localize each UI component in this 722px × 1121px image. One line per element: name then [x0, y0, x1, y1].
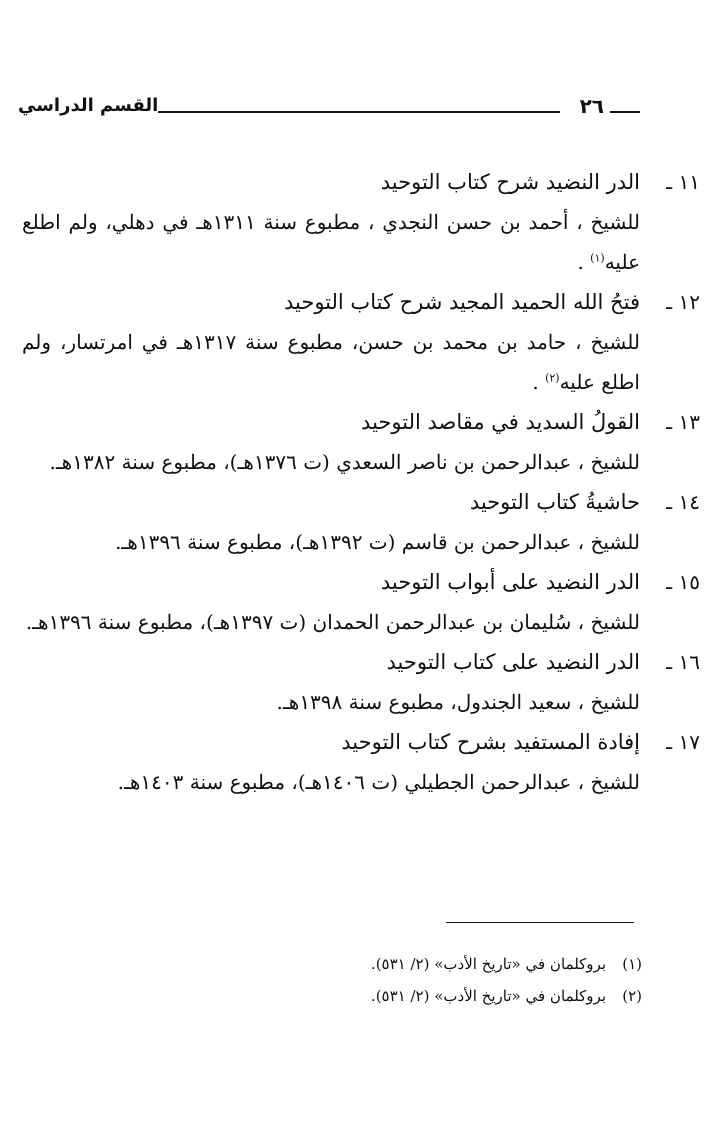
- entry-17: [22, 722, 700, 802]
- entry-number: ١١ ـ: [666, 170, 700, 194]
- entry-title: القولُ السديد في مقاصد التوحيد: [361, 410, 640, 434]
- footnote-marker: (٢): [622, 987, 642, 1005]
- footnote-2: [22, 980, 640, 1012]
- entry-title: إفادة المستفيد بشرح كتاب التوحيد: [341, 730, 640, 754]
- entry-body: للشيخ ، عبدالرحمن بن ناصر السعدي (ت ١٣٧٦هـ)، مطبوع سنة ١٣٨٢هـ.: [49, 450, 640, 474]
- footnote-marker: (١): [622, 955, 642, 973]
- entry-number: ١٤ ـ: [666, 490, 700, 514]
- footnote-separator: [446, 922, 634, 923]
- entry-16: [22, 642, 700, 722]
- entry-body: للشيخ ، سعيد الجندول، مطبوع سنة ١٣٩٨هـ.: [276, 690, 640, 714]
- entry-14: [22, 482, 700, 562]
- entry-number: ١٢ ـ: [666, 290, 700, 314]
- page-number: ٢٦: [579, 94, 604, 118]
- footnote-1: [22, 948, 640, 980]
- entry-number: ١٥ ـ: [666, 570, 700, 594]
- entry-title: الدر النضيد شرح كتاب التوحيد: [380, 170, 640, 194]
- entry-title: فتحُ الله الحميد المجيد شرح كتاب التوحيد: [283, 290, 640, 314]
- entry-number: ١٧ ـ: [666, 730, 700, 754]
- entry-number: ١٣ ـ: [666, 410, 700, 434]
- entry-15: [22, 562, 700, 642]
- entry-body: للشيخ ، عبدالرحمن الجطيلي (ت ١٤٠٦هـ)، مطبوع سنة ١٤٠٣هـ.: [117, 770, 640, 794]
- header-rule: [158, 111, 560, 113]
- header-dash: [610, 111, 640, 113]
- entry-number: ١٦ ـ: [666, 650, 700, 674]
- entry-title: الدر النضيد على كتاب التوحيد: [386, 650, 640, 674]
- footnote-ref-2[interactable]: (٢): [545, 371, 560, 385]
- entry-11: [22, 162, 700, 282]
- entry-body: للشيخ ، أحمد بن حسن النجدي ، مطبوع سنة ١٣١١هـ في دهلي، ولم اطلع عليه$^{(١)}$ .: [22, 210, 640, 274]
- footnotes: [22, 948, 640, 1012]
- footnote-text: بروكلمان في «تاريخ الأدب» (٢/ ٥٣١).: [370, 955, 606, 973]
- entry-body: للشيخ ، حامد بن محمد بن حسن، مطبوع سنة ١٣١٧هـ في امرتسار، ولم اطلع عليه$^{(٢)}$ .: [22, 330, 640, 394]
- section-title: القسم الدراسي: [18, 95, 159, 116]
- entry-body: للشيخ ، سُليمان بن عبدالرحمن الحمدان (ت ١٣٩٧هـ)، مطبوع سنة ١٣٩٦هـ.: [25, 610, 640, 634]
- entry-12: [22, 282, 700, 402]
- entry-title: الدر النضيد على أبواب التوحيد: [380, 570, 640, 594]
- entry-13: [22, 402, 700, 482]
- entry-title: حاشيةُ كتاب التوحيد: [469, 490, 640, 514]
- running-header: [18, 92, 640, 126]
- footnote-text: بروكلمان في «تاريخ الأدب» (٢/ ٥٣١).: [370, 987, 606, 1005]
- footnote-ref-1[interactable]: (١): [590, 251, 605, 265]
- entry-body: للشيخ ، عبدالرحمن بن قاسم (ت ١٣٩٢هـ)، مطبوع سنة ١٣٩٦هـ.: [115, 530, 640, 554]
- entries-list: [22, 162, 700, 802]
